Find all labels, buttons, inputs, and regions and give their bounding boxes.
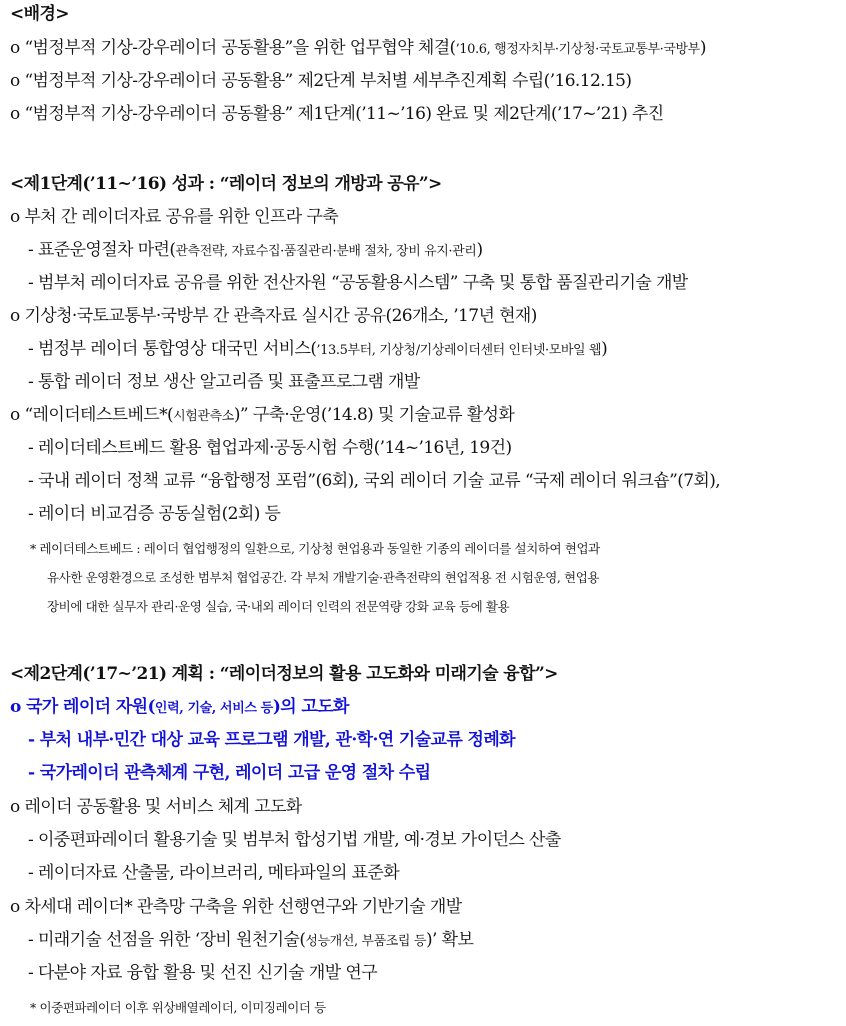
dash: - [28,273,34,293]
bullet: o [10,897,20,917]
item-text: “범정부적 기상-강우레이더 공동활용” 제1단계(’11~’16) 완료 및 제2단계(’17~’21) 추진 [24,104,664,124]
item-text: 국가 레이더 자원( [26,697,155,717]
item-tail: )” 구축·운영(’14.8) 및 기술교류 활성화 [233,405,515,425]
footnote-continued: 유사한 운영환경으로 조성한 범부처 협업공간. 각 부처 개발기술·관측전략의 현업적용 전 시험운영, 현업용 [47,570,600,585]
bullet: o [10,71,20,91]
item-text: 범부처 레이더자료 공유를 위한 전산자원 “공동활용시스템” 구축 및 통합 품질관리기술 개발 [37,273,688,293]
dash: - [28,240,34,260]
sub-item [28,930,473,952]
item-text: 레이더 공동활용 및 서비스 체계 고도화 [24,797,302,817]
footnote-mark: * [30,541,36,556]
item-detail: 인력, 기술, 서비스 등 [154,701,273,716]
dash: - [28,504,34,524]
footnote-continued: 장비에 대한 실무자 관리·운영 실습, 국·내외 레이더 인력의 전문역량 강화 교육 등에 활용 [47,599,510,614]
item-text: 부처 간 레이더자료 공유를 위한 인프라 구축 [24,207,339,227]
dash: - [28,339,34,359]
sub-item [28,438,512,458]
item-tail: ) [476,240,483,260]
bullet: o [10,797,20,817]
footnote [30,999,326,1017]
item-detail: 관측전략, 자료수집·품질관리·분배 절차, 장비 유지·관리 [175,244,477,259]
item-text: 레이더자료 산출물, 라이브러리, 메타파일의 표준화 [37,863,400,883]
item-detail: ’13.5부터, 기상청/기상레이더센터 인터넷·모바일 웹 [316,343,602,358]
sub-item [28,372,420,392]
item-text: 국내 레이더 정책 교류 “융합행정 포럼”(6회), 국외 레이더 기술 교류 “국제 레이더 워크숍”(7회), [37,471,721,491]
sub-item-highlighted [28,730,515,750]
sub-item [28,339,607,361]
sub-item [28,830,561,850]
item-text: “범정부적 기상-강우레이더 공동활용” 제2단계 부처별 세부추진계획 수립(’16.12.15) [24,71,632,91]
item-text: 차세대 레이더* 관측망 구축을 위한 선행연구와 기반기술 개발 [24,897,462,917]
item-text: 국가레이더 관측체계 구현, 레이더 고급 운영 절차 수립 [39,763,431,783]
section-heading-background: <배경> [10,4,69,24]
dash: - [28,471,34,491]
footnote-text: 레이더테스트베드 : 레이더 협업행정의 일환으로, 기상청 현업용과 동일한 기종의 레이더를 설치하여 현업과 [39,541,600,556]
footnote-mark: * [30,1000,36,1015]
bullet: o [10,405,20,425]
item-text: 레이더테스트베드 활용 협업과제·공동시험 수행(’14~’16년, 19건) [37,438,512,458]
bullet: o [10,207,20,227]
item-text: 표준운영절차 마련( [37,240,176,260]
sub-item [28,471,720,491]
item-text: 기상청·국토교통부·국방부 간 관측자료 실시간 공유(26개소, ’17년 현재) [24,306,537,326]
bullet: o [10,38,20,58]
item-text: 다분야 자료 융합 활용 및 선진 신기술 개발 연구 [37,963,378,983]
section-heading-phase2: <제2단계(’17~’21) 계획 : “레이더정보의 활용 고도화와 미래기술 융합”> [10,664,558,684]
item-tail: ) [601,339,608,359]
item-text: 레이더 비교검증 공동실험(2회) 등 [37,504,281,524]
list-item [10,897,462,917]
footnote [30,540,600,558]
dash: - [28,963,34,983]
item-detail: 시험관측소 [173,409,234,424]
list-item [10,405,514,427]
sub-item [28,504,280,524]
item-detail: 성능개선, 부품조립 등 [305,934,426,949]
item-detail: ’10.6, 행정자치부·기상청·국토교통부·국방부 [455,42,700,57]
dash: - [28,438,34,458]
bullet: o [10,104,20,124]
list-item [10,207,338,227]
item-text: 범정부 레이더 통합영상 대국민 서비스( [37,339,317,359]
bullet: o [10,697,21,717]
item-text: “레이더테스트베드*( [24,405,174,425]
dash: - [28,372,34,392]
item-text: 미래기술 선점을 위한 ‘장비 원천기술( [37,930,306,950]
dash: - [28,730,35,750]
sub-item [28,273,688,293]
dash: - [28,863,34,883]
sub-item [28,863,399,883]
dash: - [28,930,34,950]
item-text: 부처 내부·민간 대상 교육 프로그램 개발, 관·학·연 기술교류 정례화 [39,730,515,750]
list-item-highlighted [10,697,349,719]
footnote-text: 이중편파레이더 이후 위상배열레이더, 이미징레이더 등 [39,1000,326,1015]
item-text: 통합 레이더 정보 생산 알고리즘 및 표출프로그램 개발 [37,372,420,392]
sub-item-highlighted [28,763,430,783]
list-item [10,306,537,326]
bullet: o [10,306,20,326]
list-item [10,71,631,91]
item-text: 이중편파레이더 활용기술 및 범부처 합성기법 개발, 예·경보 가이던스 산출 [37,830,561,850]
list-item [10,797,302,817]
item-tail: )의 고도화 [272,697,349,717]
list-item [10,38,706,60]
list-item [10,104,664,124]
item-tail: )’ 확보 [425,930,474,950]
sub-item [28,963,377,983]
sub-item [28,240,483,262]
section-heading-phase1: <제1단계(’11~’16) 성과 : “레이더 정보의 개방과 공유”> [10,174,442,194]
dash: - [28,830,34,850]
item-text: “범정부적 기상-강우레이더 공동활용”을 위한 업무협약 체결( [24,38,456,58]
item-tail: ) [699,38,706,58]
dash: - [28,763,35,783]
